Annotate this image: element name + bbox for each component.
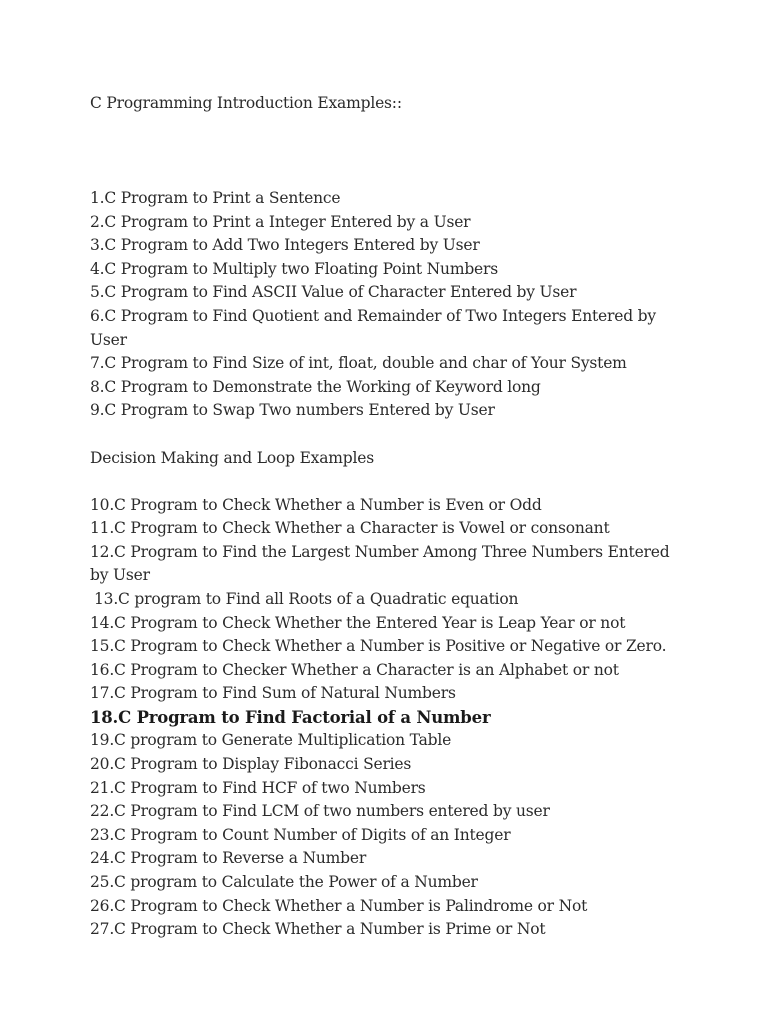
list-item: 11.C Program to Check Whether a Character is Vowel or consonant: [90, 519, 610, 538]
list-item: 3.C Program to Add Two Integers Entered by User: [90, 236, 480, 255]
list-item: 13.C program to Find all Roots of a Quadratic equation: [94, 589, 519, 608]
list-item: 2.C Program to Print a Integer Entered by a User: [90, 212, 471, 231]
intro-examples-list: [90, 187, 690, 423]
list-item: 12.C Program to Find the Largest Number Among Three Numbers Entered by User: [90, 542, 670, 585]
list-item: 19.C program to Generate Multiplication Table: [90, 731, 452, 750]
list-item: 25.C program to Calculate the Power of a Number: [90, 873, 478, 892]
list-item-highlighted: 18.C Program to Find Factorial of a Number: [90, 707, 491, 727]
list-item: 17.C Program to Find Sum of Natural Numbers: [90, 684, 456, 703]
list-item: 22.C Program to Find LCM of two numbers entered by user: [90, 802, 550, 821]
list-item: 14.C Program to Check Whether the Entered Year is Leap Year or not: [90, 613, 626, 632]
list-item: 26.C Program to Check Whether a Number is Palindrome or Not: [90, 896, 588, 915]
list-item: 9.C Program to Swap Two numbers Entered by User: [90, 401, 495, 420]
document-title: C Programming Introduction Examples::: [90, 94, 402, 112]
list-item: 21.C Program to Find HCF of two Numbers: [90, 778, 426, 797]
list-item: 24.C Program to Reverse a Number: [90, 849, 367, 868]
list-item: 7.C Program to Find Size of int, float, double and char of Your System: [90, 354, 627, 373]
list-item: 16.C Program to Checker Whether a Character is an Alphabet or not: [90, 660, 619, 679]
list-item: 4.C Program to Multiply two Floating Point Numbers: [90, 259, 498, 278]
list-item: 27.C Program to Check Whether a Number is Prime or Not: [90, 920, 546, 939]
list-item: 5.C Program to Find ASCII Value of Character Entered by User: [90, 283, 577, 302]
list-item: 15.C Program to Check Whether a Number is Positive or Negative or Zero.: [90, 637, 667, 656]
list-item: 10.C Program to Check Whether a Number is Even or Odd: [90, 495, 542, 514]
decision-loop-examples-list: [90, 494, 690, 942]
list-item: 1.C Program to Print a Sentence: [90, 189, 341, 207]
document-body: [90, 92, 690, 942]
list-item: 8.C Program to Demonstrate the Working of Keyword long: [90, 377, 541, 396]
section-heading: Decision Making and Loop Examples: [90, 448, 374, 467]
list-item: 6.C Program to Find Quotient and Remainder of Two Integers Entered by User: [90, 306, 656, 349]
list-item: 23.C Program to Count Number of Digits of an Integer: [90, 825, 511, 844]
list-item: 20.C Program to Display Fibonacci Series: [90, 755, 412, 774]
